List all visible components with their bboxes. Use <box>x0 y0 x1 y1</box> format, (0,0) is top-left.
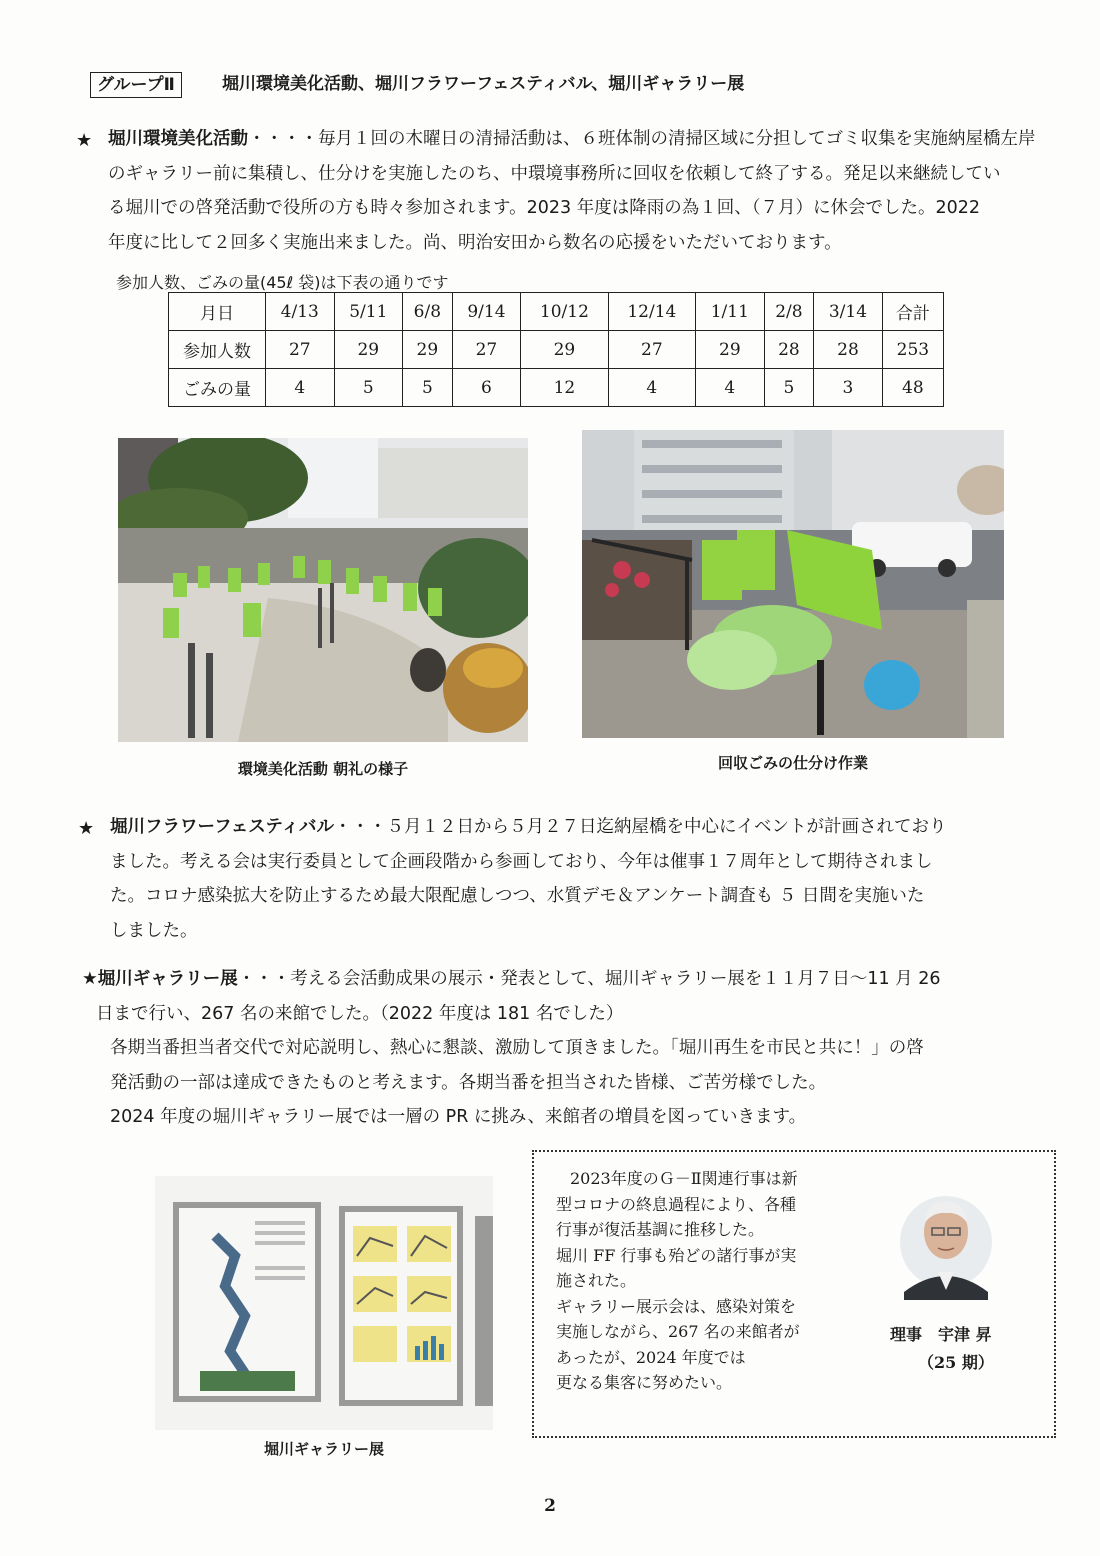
note-line: 堀川 FF 行事も殆どの諸行事が実 <box>556 1245 797 1265</box>
section1-line: 年度に比して２回多く実施出来ました。尚、明治安田から数名の応援をいただいております。 <box>108 232 842 253</box>
table-cell: 12/14 <box>608 293 695 331</box>
table-cell: 4 <box>608 369 695 407</box>
table-cell: 4/13 <box>266 293 335 331</box>
section2-line: ました。考える会は実行委員として企画段階から参画しており、今年は催事１７周年として期待されまし <box>110 851 933 872</box>
section1-line: る堀川での啓発活動で役所の方も時々参加されます。2023 年度は降雨の為１回、（７月）に休会でした。2022 <box>108 198 980 218</box>
section1-line: ・・・・毎月１回の木曜日の清掃活動は、６班体制の清掃区域に分担してゴミ収集を実施納屋橋左岸 <box>248 129 1036 149</box>
table-cell: 10/12 <box>521 293 608 331</box>
table-cell: 4 <box>696 369 765 407</box>
table-cell: 5/11 <box>334 293 403 331</box>
table-cell: 5 <box>764 369 814 407</box>
section3-heading: 堀川ギャラリー展 <box>97 969 238 989</box>
table-cell: 28 <box>814 331 883 369</box>
section2-line: ・・・５月１２日から５月２７日迄納屋橋を中心にイベントが計画されており <box>334 817 947 837</box>
table-cell: 27 <box>608 331 695 369</box>
section3-line: ・・・考える会活動成果の展示・発表として、堀川ギャラリー展を１１月７日～11 月 26 <box>237 969 941 989</box>
table-cell: 29 <box>696 331 765 369</box>
cleanup-assembly-photo <box>118 438 528 742</box>
table-cell: 48 <box>882 369 943 407</box>
table-cell: ごみの量 <box>169 369 266 407</box>
table-cell: 12 <box>521 369 608 407</box>
table-cell: 28 <box>764 331 814 369</box>
section2-star: ★ <box>78 818 95 839</box>
table-cell: 4 <box>266 369 335 407</box>
table-cell: 3 <box>814 369 883 407</box>
section1-star: ★ <box>76 130 93 151</box>
caption-assembly: 環境美化活動 朝礼の様子 <box>237 760 409 778</box>
cleanup-table <box>168 292 944 407</box>
section3-line: 発活動の一部は達成できたものと考えます。各期当番を担当された皆様、ご苦労様でした。 <box>110 1072 827 1093</box>
table-cell: 3/14 <box>814 293 883 331</box>
table-cell: 6/8 <box>403 293 453 331</box>
group-title: 堀川環境美化活動、堀川フラワーフェスティバル、堀川ギャラリー展 <box>222 74 745 94</box>
section3-body <box>0 962 1100 1135</box>
section3-line: 2024 年度の堀川ギャラリー展では一層の PR に挑み、来館者の増員を図っていきます。 <box>110 1107 807 1127</box>
table-cell: 253 <box>882 331 943 369</box>
table-intro: 参加人数、ごみの量(45ℓ 袋)は下表の通りです <box>116 273 449 292</box>
table-cell: 5 <box>334 369 403 407</box>
table-cell: 合計 <box>882 293 943 331</box>
table-cell: 5 <box>403 369 453 407</box>
table-cell: 2/8 <box>764 293 814 331</box>
director-term: （25 期） <box>918 1353 994 1372</box>
table-cell: 27 <box>452 331 521 369</box>
section2-body <box>0 810 1100 948</box>
note-line: 施された。 <box>556 1271 637 1290</box>
note-line: 2023年度のＧ－Ⅱ関連行事は新 <box>570 1169 798 1188</box>
caption-sorting: 回収ごみの仕分け作業 <box>717 754 868 772</box>
table-cell: 参加人数 <box>169 331 266 369</box>
caption-gallery: 堀川ギャラリー展 <box>263 1440 384 1458</box>
director-portrait <box>898 1180 994 1300</box>
table-row <box>169 293 944 331</box>
director-name: 理事 宇津 昇 <box>890 1325 992 1344</box>
section1-heading: 堀川環境美化活動 <box>108 129 248 149</box>
note-line: ギャラリー展示会は、感染対策を <box>556 1296 797 1316</box>
page-number: 2 <box>544 1496 556 1516</box>
section3-star: ★ <box>82 969 98 989</box>
table-cell: 29 <box>334 331 403 369</box>
director-note-text <box>556 1166 876 1396</box>
note-line: 更なる集客に努めたい。 <box>556 1373 733 1392</box>
section3-line: 日まで行い、267 名の来館でした。（2022 年度は 181 名でした） <box>96 1003 624 1024</box>
note-line: あったが、2024 年度では <box>556 1347 746 1367</box>
section3-line: 各期当番担当者交代で対応説明し、熱心に懇談、激励して頂きました。「堀川再生を市民と共に！」の啓 <box>110 1038 924 1058</box>
table-cell: 9/14 <box>452 293 521 331</box>
table-cell: 29 <box>521 331 608 369</box>
note-line: 型コロナの終息過程により、各種 <box>556 1194 797 1214</box>
table-cell: 29 <box>403 331 453 369</box>
table-row <box>169 369 944 407</box>
gallery-photo <box>155 1176 493 1430</box>
note-line: 行事が復活基調に推移した。 <box>556 1220 765 1239</box>
section2-line: しました。 <box>110 920 198 941</box>
garbage-sorting-photo <box>582 430 1004 738</box>
section1-body <box>0 122 1100 260</box>
table-row <box>169 331 944 369</box>
note-line: 実施しながら、267 名の来館者が <box>556 1322 800 1341</box>
section2-heading: 堀川フラワーフェスティバル <box>110 817 334 837</box>
section2-line: た。コロナ感染拡大を防止するため最大限配慮しつつ、水質デモ＆アンケート調査も ５ 日間を実施いた <box>110 886 925 906</box>
section1-line: のギャラリー前に集積し、仕分けを実施したのち、中環境事務所に回収を依頼して終了する。発足以来継続してい <box>108 163 1001 184</box>
table-cell: 月日 <box>169 293 266 331</box>
table-cell: 6 <box>452 369 521 407</box>
group-label: グループⅡ <box>90 72 182 98</box>
table-cell: 1/11 <box>696 293 765 331</box>
table-cell: 27 <box>266 331 335 369</box>
